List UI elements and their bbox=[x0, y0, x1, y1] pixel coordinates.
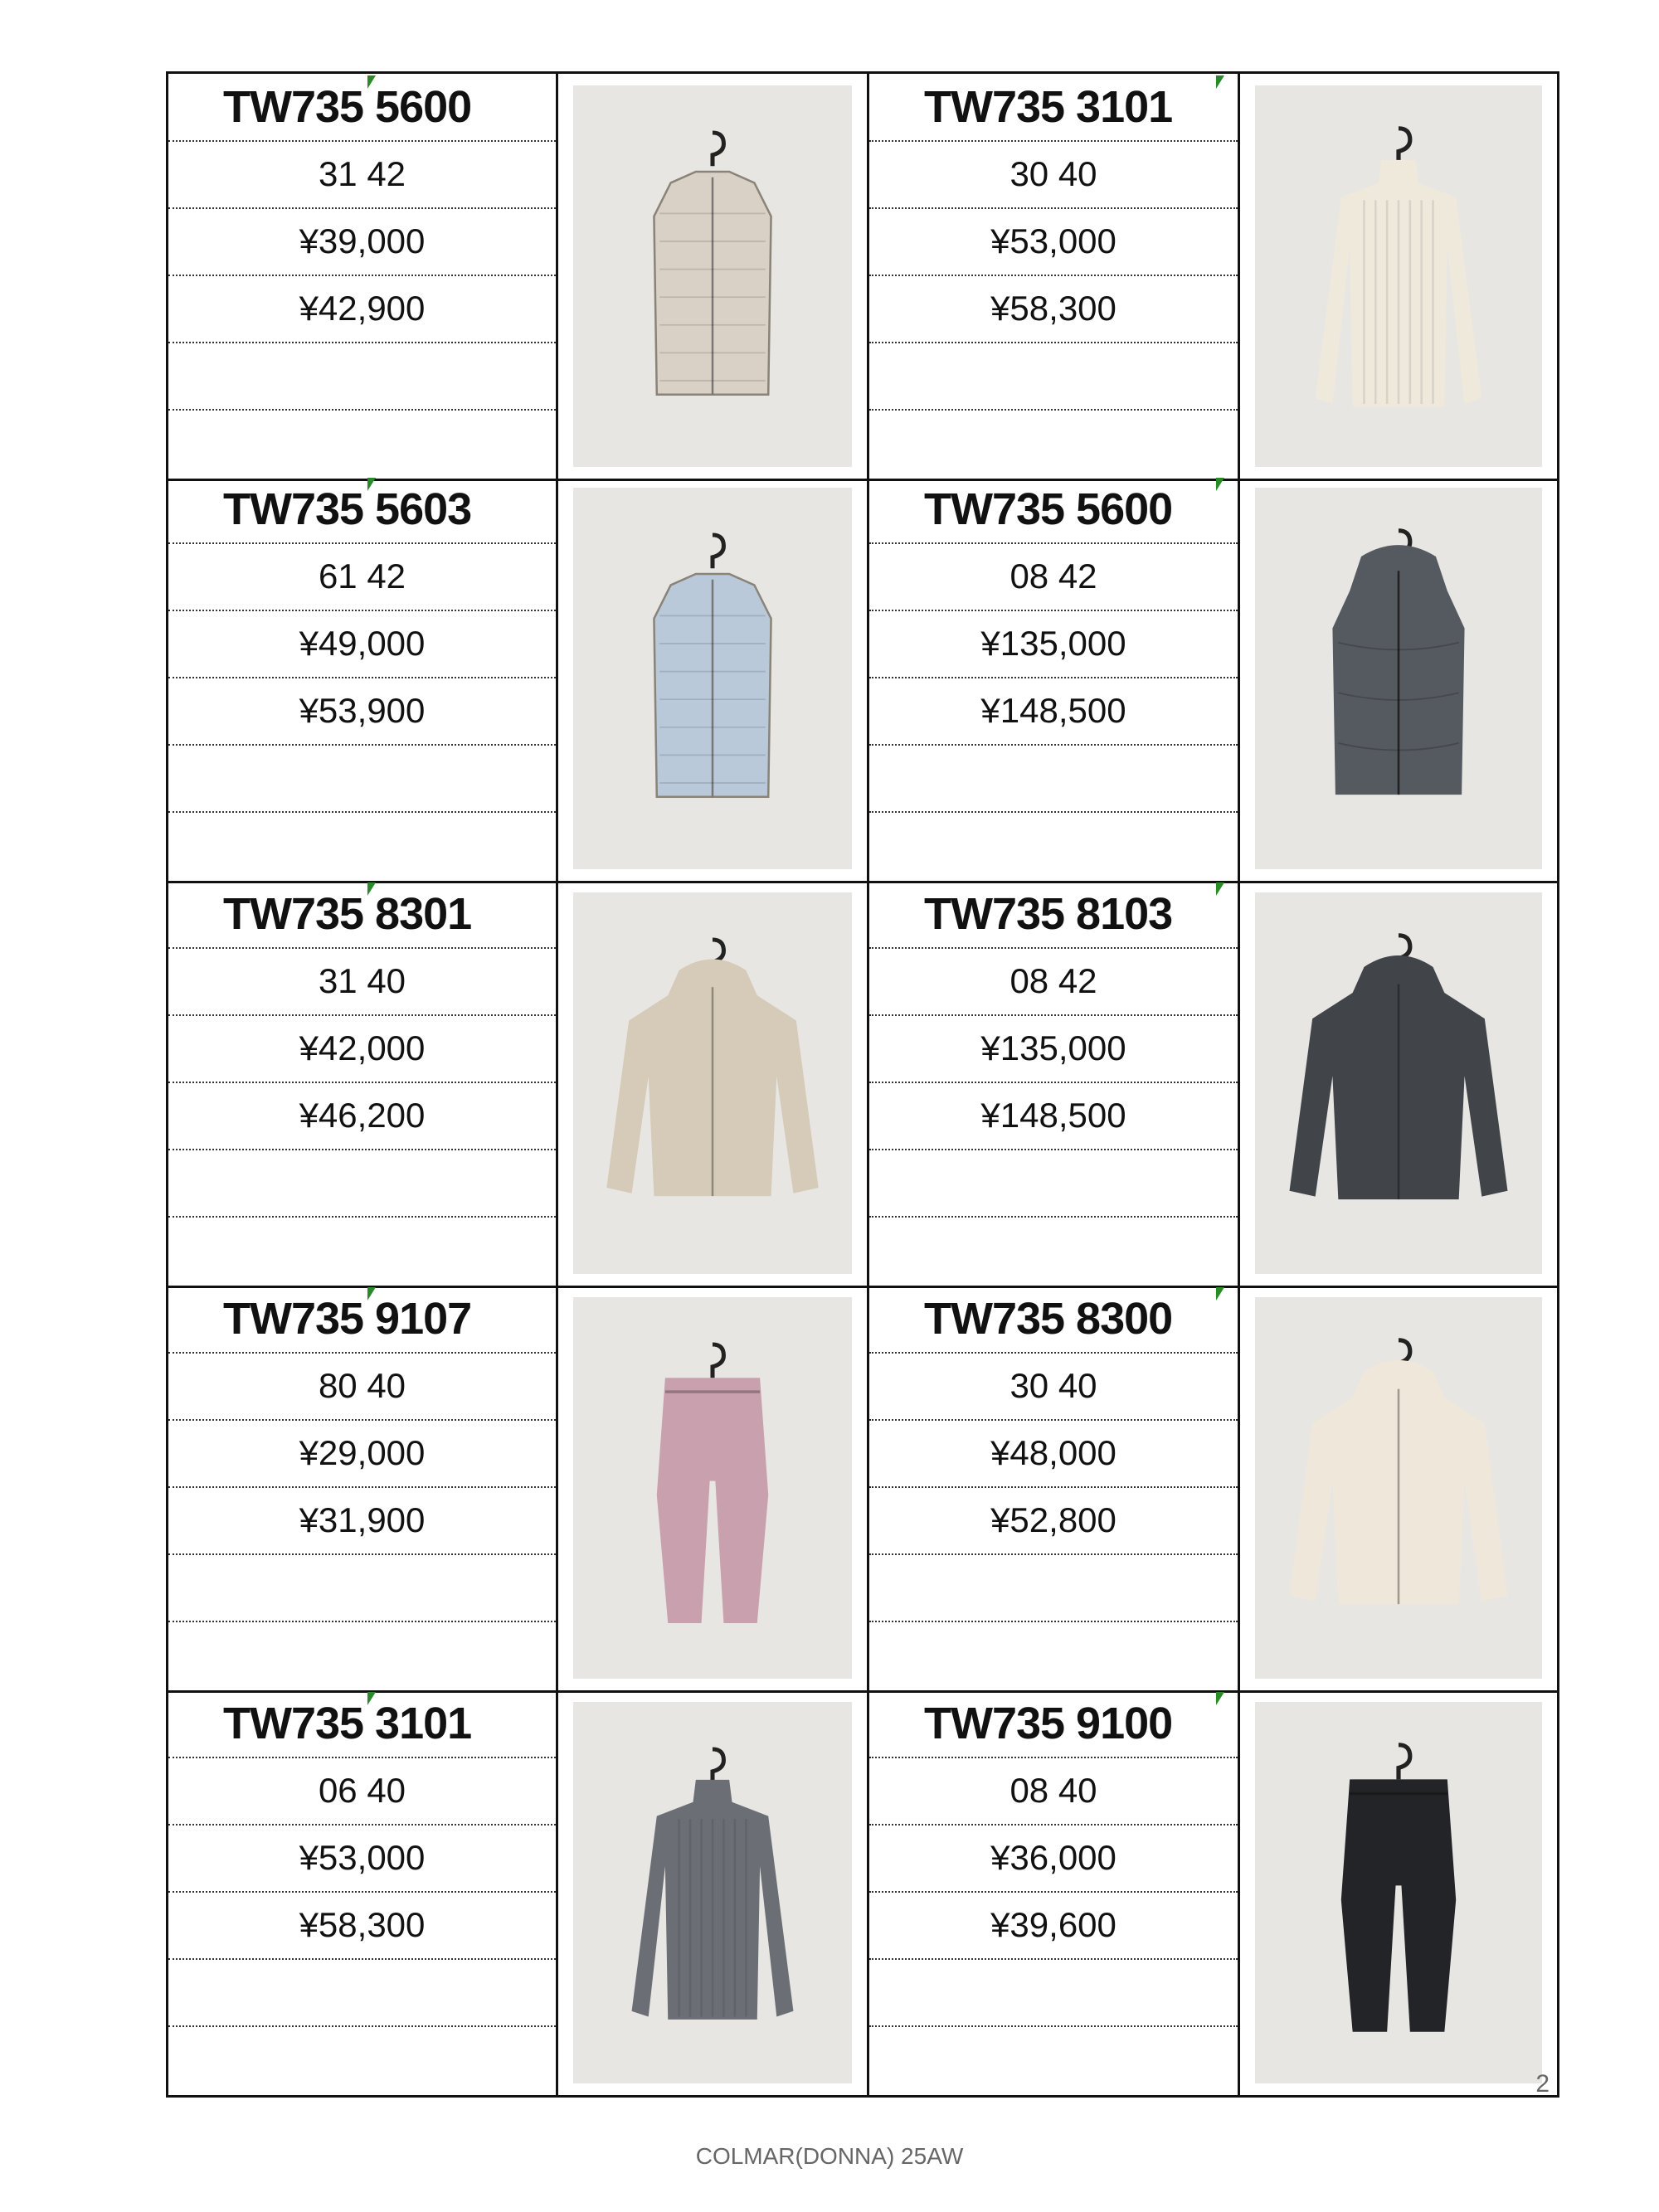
product-photo bbox=[1255, 85, 1542, 467]
retail-price: ¥46,200 bbox=[168, 1082, 556, 1150]
grid-divider bbox=[1557, 1286, 1559, 1690]
product-code: TW735 8301 bbox=[168, 881, 556, 949]
product-photo bbox=[1255, 892, 1542, 1274]
comment-flag-icon bbox=[367, 1287, 376, 1300]
product-photo bbox=[573, 85, 852, 467]
retail-price: ¥148,500 bbox=[869, 678, 1238, 746]
footer-brand-season: COLMAR(DONNA) 25AW bbox=[695, 2143, 964, 2169]
product-info-cell bbox=[168, 1690, 556, 2095]
product-info-cell bbox=[168, 881, 556, 1286]
product-row bbox=[166, 1286, 1559, 1693]
catalog-sheet bbox=[166, 71, 1559, 2095]
product-row bbox=[166, 1690, 1559, 2098]
product-code: TW735 5600 bbox=[869, 476, 1238, 544]
wholesale-price: ¥49,000 bbox=[168, 610, 556, 678]
comment-flag-icon bbox=[367, 478, 376, 491]
product-photo-cell bbox=[558, 476, 867, 881]
empty-line bbox=[168, 1621, 556, 1688]
comment-flag-icon bbox=[367, 75, 376, 89]
wholesale-price: ¥53,000 bbox=[168, 1825, 556, 1893]
retail-price: ¥42,900 bbox=[168, 275, 556, 343]
product-code: TW735 9107 bbox=[168, 1286, 556, 1354]
comment-flag-icon bbox=[367, 882, 376, 896]
product-photo-cell bbox=[1240, 476, 1557, 881]
empty-line bbox=[168, 343, 556, 411]
wholesale-price: ¥53,000 bbox=[869, 208, 1238, 276]
product-photo bbox=[1255, 1297, 1542, 1679]
empty-line bbox=[869, 1217, 1238, 1283]
product-photo-cell bbox=[558, 1690, 867, 2095]
product-photo-cell bbox=[1240, 1286, 1557, 1690]
wholesale-price: ¥36,000 bbox=[869, 1825, 1238, 1893]
product-info-cell bbox=[168, 476, 556, 881]
empty-line bbox=[869, 1959, 1238, 2027]
wholesale-price: ¥39,000 bbox=[168, 208, 556, 276]
product-code: TW735 8300 bbox=[869, 1286, 1238, 1354]
empty-line bbox=[168, 410, 556, 476]
product-code: TW735 3101 bbox=[168, 1690, 556, 1758]
comment-flag-icon bbox=[1216, 478, 1224, 491]
product-photo-cell bbox=[558, 74, 867, 479]
product-info-cell bbox=[869, 881, 1238, 1286]
product-photo-cell bbox=[558, 1286, 867, 1690]
color-size: 08 40 bbox=[869, 1757, 1238, 1826]
product-info-cell bbox=[869, 1286, 1238, 1690]
retail-price: ¥52,800 bbox=[869, 1487, 1238, 1555]
retail-price: ¥31,900 bbox=[168, 1487, 556, 1555]
product-row bbox=[166, 881, 1559, 1288]
empty-line bbox=[869, 410, 1238, 476]
empty-line bbox=[869, 1150, 1238, 1218]
empty-line bbox=[168, 1150, 556, 1218]
comment-flag-icon bbox=[1216, 75, 1224, 89]
wholesale-price: ¥135,000 bbox=[869, 1015, 1238, 1083]
grid-divider bbox=[1557, 476, 1559, 881]
product-code: TW735 9100 bbox=[869, 1690, 1238, 1758]
product-photo-cell bbox=[1240, 74, 1557, 479]
retail-price: ¥58,300 bbox=[869, 275, 1238, 343]
retail-price: ¥148,500 bbox=[869, 1082, 1238, 1150]
wholesale-price: ¥135,000 bbox=[869, 610, 1238, 678]
comment-flag-icon bbox=[1216, 882, 1224, 896]
comment-flag-icon bbox=[1216, 1287, 1224, 1300]
color-size: 08 42 bbox=[869, 543, 1238, 611]
color-size: 31 42 bbox=[168, 141, 556, 209]
empty-line bbox=[869, 343, 1238, 411]
wholesale-price: ¥42,000 bbox=[168, 1015, 556, 1083]
product-code: TW735 5603 bbox=[168, 476, 556, 544]
retail-price: ¥53,900 bbox=[168, 678, 556, 746]
grid-divider bbox=[1557, 881, 1559, 1286]
empty-line bbox=[168, 1217, 556, 1283]
retail-price: ¥58,300 bbox=[168, 1892, 556, 1960]
product-photo bbox=[573, 892, 852, 1274]
product-info-cell bbox=[168, 74, 556, 479]
color-size: 31 40 bbox=[168, 948, 556, 1016]
empty-line bbox=[168, 745, 556, 813]
product-code: TW735 8103 bbox=[869, 881, 1238, 949]
product-info-cell bbox=[869, 74, 1238, 479]
empty-line bbox=[869, 2026, 1238, 2093]
product-photo bbox=[1255, 488, 1542, 869]
color-size: 30 40 bbox=[869, 1353, 1238, 1421]
product-photo bbox=[1255, 1702, 1542, 2083]
color-size: 06 40 bbox=[168, 1757, 556, 1826]
product-code: TW735 5600 bbox=[168, 74, 556, 142]
product-row bbox=[166, 71, 1559, 481]
empty-line bbox=[168, 1554, 556, 1622]
product-photo bbox=[573, 1702, 852, 2083]
product-photo-cell bbox=[558, 881, 867, 1286]
product-photo bbox=[573, 488, 852, 869]
comment-flag-icon bbox=[1216, 1692, 1224, 1705]
product-info-cell bbox=[869, 476, 1238, 881]
product-photo-cell bbox=[1240, 881, 1557, 1286]
empty-line bbox=[869, 1621, 1238, 1688]
empty-line bbox=[168, 812, 556, 878]
color-size: 08 42 bbox=[869, 948, 1238, 1016]
product-photo bbox=[573, 1297, 852, 1679]
empty-line bbox=[869, 745, 1238, 813]
empty-line bbox=[168, 1959, 556, 2027]
page-number: 2 bbox=[1535, 2070, 1550, 2098]
wholesale-price: ¥29,000 bbox=[168, 1420, 556, 1488]
retail-price: ¥39,600 bbox=[869, 1892, 1238, 1960]
product-photo-cell bbox=[1240, 1690, 1557, 2095]
product-code: TW735 3101 bbox=[869, 74, 1238, 142]
empty-line bbox=[168, 2026, 556, 2093]
color-size: 61 42 bbox=[168, 543, 556, 611]
comment-flag-icon bbox=[367, 1692, 376, 1705]
product-info-cell bbox=[168, 1286, 556, 1690]
grid-divider bbox=[1557, 1690, 1559, 2095]
color-size: 80 40 bbox=[168, 1353, 556, 1421]
empty-line bbox=[869, 1554, 1238, 1622]
wholesale-price: ¥48,000 bbox=[869, 1420, 1238, 1488]
product-row bbox=[166, 476, 1559, 883]
product-info-cell bbox=[869, 1690, 1238, 2095]
empty-line bbox=[869, 812, 1238, 878]
color-size: 30 40 bbox=[869, 141, 1238, 209]
grid-divider bbox=[1557, 74, 1559, 479]
